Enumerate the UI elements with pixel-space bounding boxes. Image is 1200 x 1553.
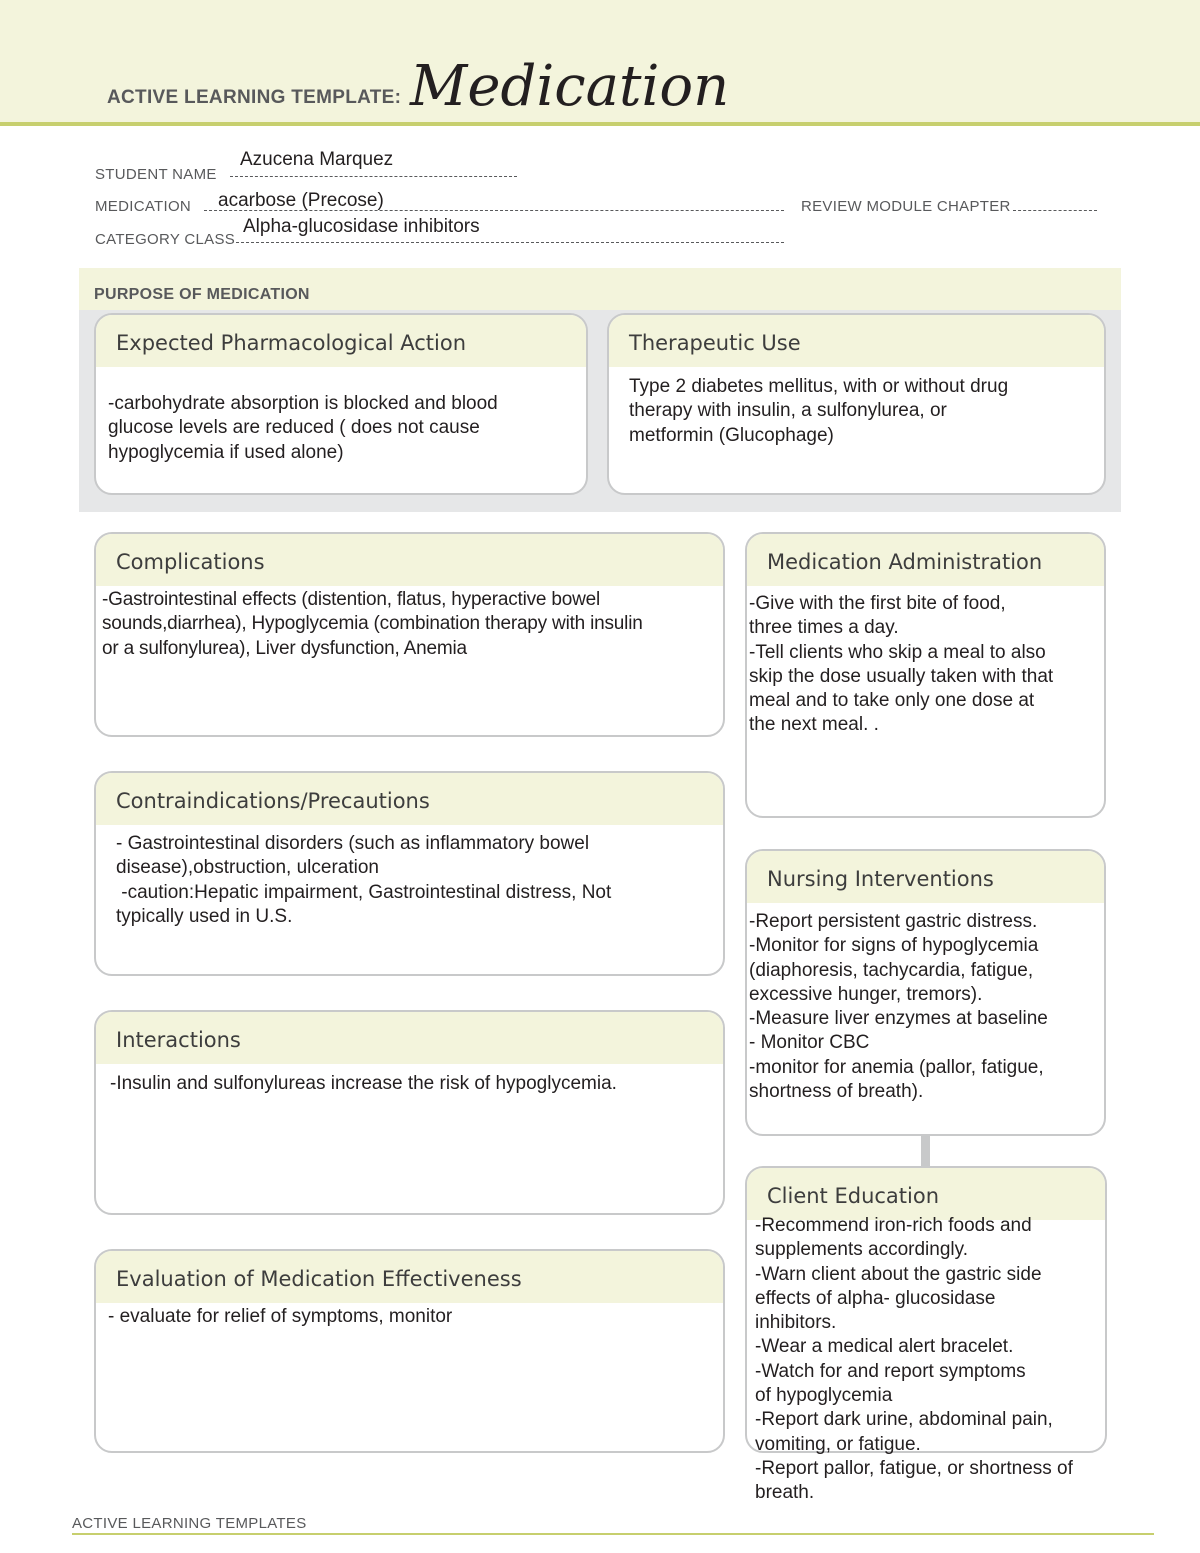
evaluation-text[interactable]: - evaluate for relief of symptoms, monitor [108, 1306, 453, 1327]
complications-text[interactable]: -Gastrointestinal effects (distention, flatus, hyperactive bowel sounds,diarrhea), Hypoglycemia (combination therapy with insulin or a sulfonylurea), Liver dysfunction, Anemia [102, 589, 643, 659]
medication-field[interactable]: acarbose (Precose) [218, 190, 384, 211]
expected-action-box [94, 313, 588, 495]
page-title: Medication [410, 54, 730, 119]
interactions-text[interactable]: -Insulin and sulfonylureas increase the risk of hypoglycemia. [110, 1073, 617, 1094]
therapeutic-use-title: Therapeutic Use [629, 331, 801, 355]
evaluation-title: Evaluation of Medication Effectiveness [116, 1267, 522, 1291]
footer-label: ACTIVE LEARNING TEMPLATES [72, 1515, 307, 1532]
medication-label: MEDICATION [95, 198, 192, 215]
interactions-title: Interactions [116, 1028, 241, 1052]
box-connector [921, 1135, 930, 1167]
interactions-box [94, 1010, 725, 1215]
review-module-line [1013, 210, 1097, 211]
administration-box [745, 532, 1106, 818]
nursing-interventions-text[interactable]: -Report persistent gastric distress. -Monitor for signs of hypoglycemia (diaphoresis, tachycardia, fatigue, excessive hunger, tremors). -Measure liver enzymes at baseline - Monitor CBC -monitor for anemia (pallor, fatigue, shortness of breath). [749, 911, 1048, 1103]
contraindications-box [94, 771, 725, 976]
student-name-field[interactable]: Azucena Marquez [240, 149, 394, 170]
client-education-title: Client Education [767, 1184, 940, 1208]
nursing-interventions-box [745, 849, 1106, 1136]
complications-box [94, 532, 725, 737]
footer-divider [72, 1533, 1154, 1535]
client-education-box [745, 1166, 1107, 1504]
evaluation-box [94, 1249, 725, 1453]
nursing-interventions-title: Nursing Interventions [767, 867, 994, 891]
contraindications-text[interactable]: - Gastrointestinal disorders (such as inflammatory bowel disease),obstruction, ulceration -caution:Hepatic impairment, Gastrointestinal distress, Not typically used in U.S. [116, 833, 612, 927]
therapeutic-use-box [607, 313, 1106, 495]
category-class-line [236, 242, 784, 243]
expected-action-text[interactable]: -carbohydrate absorption is blocked and blood glucose levels are reduced ( does not cause hypoglycemia if used alone) [108, 393, 498, 463]
category-class-field[interactable]: Alpha-glucosidase inhibitors [243, 216, 480, 237]
template-label: ACTIVE LEARNING TEMPLATE: [107, 87, 402, 108]
student-name-line [230, 176, 517, 177]
expected-action-title: Expected Pharmacological Action [116, 331, 467, 355]
purpose-label: PURPOSE OF MEDICATION [94, 286, 310, 303]
review-module-label: REVIEW MODULE CHAPTER [801, 198, 1011, 215]
header-divider [0, 122, 1200, 126]
category-class-label: CATEGORY CLASS [95, 231, 236, 248]
administration-text[interactable]: -Give with the first bite of food, three times a day. -Tell clients who skip a meal to also skip the dose usually taken with that meal and to take only one dose at the next meal. . [749, 593, 1054, 736]
contraindications-title: Contraindications/Precautions [116, 789, 430, 813]
administration-title: Medication Administration [767, 550, 1043, 574]
complications-title: Complications [116, 550, 265, 574]
student-name-label: STUDENT NAME [95, 166, 217, 183]
therapeutic-use-text[interactable]: Type 2 diabetes mellitus, with or without drug therapy with insulin, a sulfonylurea, or metformin (Glucophage) [629, 376, 1009, 446]
client-education-text[interactable]: -Recommend iron-rich foods and supplements accordingly. -Warn client about the gastric side effects of alpha- glucosidase inhibitors. -Wear a medical alert bracelet. -Watch for and report symptoms of hypoglycemia -Report dark urine, abdominal pain, vomiting, or fatigue. -Report pallor, fatigue, or shortness of breath. [755, 1215, 1073, 1504]
